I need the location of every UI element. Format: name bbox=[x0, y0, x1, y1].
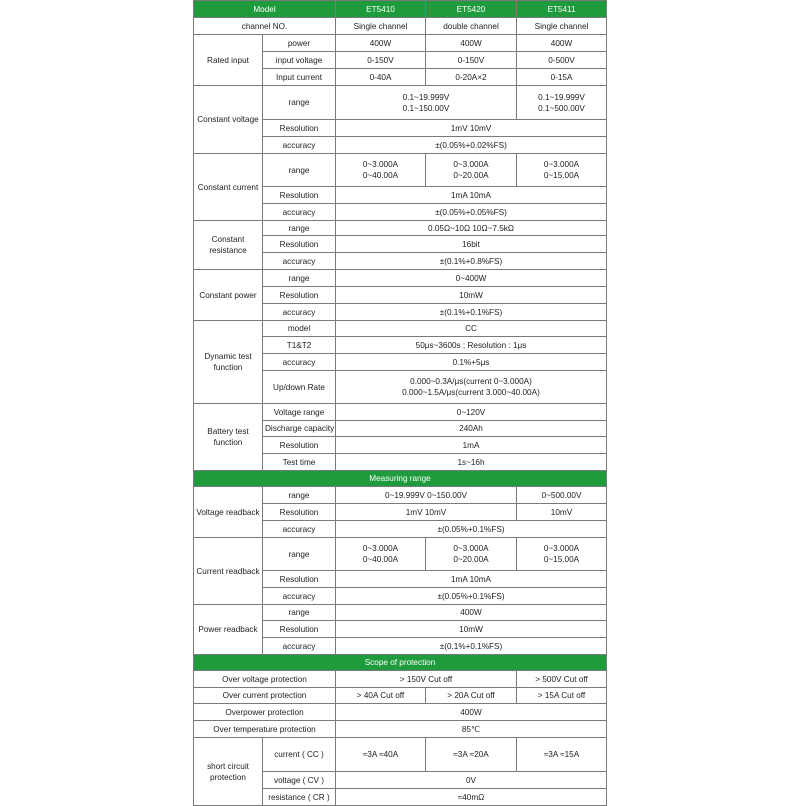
value-line: 0~40.00A bbox=[362, 555, 399, 564]
iread-range-row bbox=[194, 538, 607, 571]
cv-label: Constant voltage bbox=[194, 86, 263, 154]
value-cell bbox=[336, 538, 426, 571]
label-line: Constant bbox=[211, 235, 245, 244]
value-cell: > 15A Cut off bbox=[517, 688, 607, 704]
value-cell: 0~120V bbox=[336, 404, 607, 421]
value-cell bbox=[426, 154, 517, 187]
voltage-readback-label: Voltage readback bbox=[194, 487, 263, 538]
value-cell: CC bbox=[336, 321, 607, 337]
value-cell: ±(0.1%+0.1%FS) bbox=[336, 304, 607, 321]
param-label: range bbox=[263, 154, 336, 187]
value-line: 0~20.00A bbox=[453, 555, 489, 564]
param-label: accuracy bbox=[263, 638, 336, 655]
param-label: voltage ( CV ) bbox=[263, 772, 336, 789]
label-line: function bbox=[213, 438, 243, 447]
value-cell: > 20A Cut off bbox=[426, 688, 517, 704]
value-line: 0.1~150.00V bbox=[402, 103, 450, 113]
value-cell: 1mV 10mV bbox=[336, 120, 607, 137]
value-cell: 400W bbox=[336, 35, 426, 52]
param-label: Resolution bbox=[263, 504, 336, 521]
channel-label: channel NO. bbox=[194, 18, 336, 35]
rated-input-label: Rated input bbox=[194, 35, 263, 86]
value-line: 0~3.000A bbox=[543, 160, 580, 169]
value-cell: 1s~16h bbox=[336, 454, 607, 471]
param-label: Resolution bbox=[263, 120, 336, 137]
value-cell: 0-40A bbox=[336, 69, 426, 86]
value-line: 0.000~0.3A/μs(current 0~3.000A) bbox=[410, 377, 532, 386]
value-cell bbox=[517, 86, 607, 120]
value-cell: 1mA 10mA bbox=[336, 571, 607, 588]
channel-v2: double channel bbox=[426, 18, 517, 35]
value-line: 0~3.000A bbox=[453, 160, 489, 169]
value-cell: 0-150V bbox=[336, 52, 426, 69]
value-line: 0~15.00A bbox=[543, 171, 580, 180]
param-label: range bbox=[263, 86, 336, 120]
cv-range-row bbox=[194, 86, 607, 120]
param-label: accuracy bbox=[263, 521, 336, 538]
value-cell: 0-150V bbox=[426, 52, 517, 69]
model-et5410: ET5410 bbox=[336, 1, 426, 18]
cr-range-row bbox=[194, 221, 607, 236]
model-et5411: ET5411 bbox=[517, 1, 607, 18]
value-cell: 10mW bbox=[336, 287, 607, 304]
param-label: range bbox=[263, 221, 336, 236]
value-cell: 0~19.999V 0~150.00V bbox=[336, 487, 517, 504]
param-label: power bbox=[263, 35, 336, 52]
param-label: Discharge capacity bbox=[263, 421, 336, 437]
measuring-range-header bbox=[194, 471, 607, 487]
value-cell bbox=[426, 538, 517, 571]
cc-label: Constant current bbox=[194, 154, 263, 221]
param-label: range bbox=[263, 487, 336, 504]
protection-header bbox=[194, 655, 607, 671]
value-cell: 1mA 10mA bbox=[336, 187, 607, 204]
value-cell: 0V bbox=[336, 772, 607, 789]
ovp-label: Over voltage protection bbox=[194, 671, 336, 688]
value-cell: ≈3A ≈20A bbox=[426, 738, 517, 772]
label-line: function bbox=[213, 363, 243, 372]
param-label: Resolution bbox=[263, 287, 336, 304]
model-header: Model bbox=[194, 1, 336, 18]
opp-row bbox=[194, 704, 607, 721]
value-cell bbox=[336, 154, 426, 187]
dynamic-test-label bbox=[194, 321, 263, 404]
cr-label bbox=[194, 221, 263, 270]
pread-range-row bbox=[194, 605, 607, 621]
value-line: 0~3.000A bbox=[453, 544, 489, 553]
value-cell: 50μs~3600s ; Resolution : 1μs bbox=[336, 337, 607, 354]
opp-label: Overpower protection bbox=[194, 704, 336, 721]
value-cell: 400W bbox=[517, 35, 607, 52]
channel-v3: Single channel bbox=[517, 18, 607, 35]
param-label: Resolution bbox=[263, 621, 336, 638]
value-line: 0.000~1.5A/μs(current 3.000~40.00A) bbox=[402, 388, 540, 397]
value-cell: 0-20A×2 bbox=[426, 69, 517, 86]
value-cell: ≈3A ≈40A bbox=[336, 738, 426, 772]
param-label: accuracy bbox=[263, 588, 336, 605]
otp-label: Over temperature protection bbox=[194, 721, 336, 738]
value-cell: ±(0.05%+0.1%FS) bbox=[336, 521, 607, 538]
short-circuit-label bbox=[194, 738, 263, 806]
value-cell: 240Ah bbox=[336, 421, 607, 437]
value-cell: ±(0.1%+0.8%FS) bbox=[336, 253, 607, 270]
value-cell: 10mW bbox=[336, 621, 607, 638]
vread-range-row bbox=[194, 487, 607, 504]
label-line: resistance bbox=[209, 246, 247, 255]
value-cell: ±(0.05%+0.02%FS) bbox=[336, 137, 607, 154]
cp-label: Constant power bbox=[194, 270, 263, 321]
param-label: current ( CC ) bbox=[263, 738, 336, 772]
value-cell: ±(0.05%+0.1%FS) bbox=[336, 588, 607, 605]
value-cell: 0-500V bbox=[517, 52, 607, 69]
label-line: short circuit bbox=[207, 761, 249, 771]
ocp-row bbox=[194, 688, 607, 704]
param-label: range bbox=[263, 538, 336, 571]
value-cell: 0.1%+5μs bbox=[336, 354, 607, 371]
value-cell: 85℃ bbox=[336, 721, 607, 738]
value-cell: > 150V Cut off bbox=[336, 671, 517, 688]
param-label: Resolution bbox=[263, 437, 336, 454]
channel-row bbox=[194, 18, 607, 35]
param-label: model bbox=[263, 321, 336, 337]
value-line: 0.1~19.999V bbox=[538, 92, 585, 102]
value-cell: 0~400W bbox=[336, 270, 607, 287]
label-line: Battery test bbox=[207, 427, 249, 436]
label-line: protection bbox=[210, 772, 246, 782]
value-cell: 0-15A bbox=[517, 69, 607, 86]
value-cell bbox=[336, 86, 517, 120]
value-cell: 400W bbox=[426, 35, 517, 52]
param-label: Resolution bbox=[263, 187, 336, 204]
value-cell: ≈40mΩ bbox=[336, 789, 607, 806]
value-line: 0~3.000A bbox=[362, 160, 399, 169]
param-label: range bbox=[263, 605, 336, 621]
ovp-row bbox=[194, 671, 607, 688]
spec-table bbox=[193, 0, 607, 806]
value-line: 0~15.00A bbox=[543, 555, 580, 564]
channel-v1: Single channel bbox=[336, 18, 426, 35]
param-label: accuracy bbox=[263, 354, 336, 371]
label-line: Dynamic test bbox=[204, 352, 252, 361]
section-title: Measuring range bbox=[194, 471, 607, 487]
value-cell: 10mV bbox=[517, 504, 607, 521]
value-cell: 0.05Ω~10Ω 10Ω~7.5kΩ bbox=[336, 221, 607, 236]
value-cell: ±(0.05%+0.05%FS) bbox=[336, 204, 607, 221]
value-cell: > 40A Cut off bbox=[336, 688, 426, 704]
current-readback-label: Current readback bbox=[194, 538, 263, 605]
ocp-label: Over current protection bbox=[194, 688, 336, 704]
param-label: Test time bbox=[263, 454, 336, 471]
cc-range-row bbox=[194, 154, 607, 187]
value-cell bbox=[517, 154, 607, 187]
dyn-model-row bbox=[194, 321, 607, 337]
model-et5420: ET5420 bbox=[426, 1, 517, 18]
value-cell: 16bit bbox=[336, 236, 607, 253]
param-label: accuracy bbox=[263, 253, 336, 270]
value-line: 0~3.000A bbox=[543, 544, 580, 553]
value-cell: 400W bbox=[336, 605, 607, 621]
value-line: 0~20.00A bbox=[453, 171, 489, 180]
param-label: range bbox=[263, 270, 336, 287]
value-cell: 0~500.00V bbox=[517, 487, 607, 504]
param-label: Up/down Rate bbox=[263, 371, 336, 404]
param-label: Resolution bbox=[263, 571, 336, 588]
param-label: Voltage range bbox=[263, 404, 336, 421]
value-line: 0~3.000A bbox=[362, 544, 399, 553]
power-readback-label: Power readback bbox=[194, 605, 263, 655]
param-label: Input current bbox=[263, 69, 336, 86]
battery-test-label bbox=[194, 404, 263, 471]
section-title: Scope of protection bbox=[194, 655, 607, 671]
value-cell: ±(0.1%+0.1%FS) bbox=[336, 638, 607, 655]
header-row bbox=[194, 1, 607, 18]
value-cell: ≈3A ≈15A bbox=[517, 738, 607, 772]
value-cell: 400W bbox=[336, 704, 607, 721]
param-label: accuracy bbox=[263, 204, 336, 221]
value-cell: > 500V Cut off bbox=[517, 671, 607, 688]
value-line: 0.1~500.00V bbox=[538, 103, 585, 113]
cp-range-row bbox=[194, 270, 607, 287]
short-cc-row bbox=[194, 738, 607, 772]
param-label: accuracy bbox=[263, 137, 336, 154]
otp-row bbox=[194, 721, 607, 738]
value-cell bbox=[517, 538, 607, 571]
battery-vrange-row bbox=[194, 404, 607, 421]
param-label: T1&T2 bbox=[263, 337, 336, 354]
param-label: input voltage bbox=[263, 52, 336, 69]
param-label: accuracy bbox=[263, 304, 336, 321]
value-cell bbox=[336, 371, 607, 404]
value-cell: 1mV 10mV bbox=[336, 504, 517, 521]
value-line: 0~40.00A bbox=[362, 171, 399, 180]
param-label: Resolution bbox=[263, 236, 336, 253]
rated-power-row bbox=[194, 35, 607, 52]
value-cell: 1mA bbox=[336, 437, 607, 454]
param-label: resistance ( CR ) bbox=[263, 789, 336, 806]
value-line: 0.1~19.999V bbox=[402, 92, 450, 102]
